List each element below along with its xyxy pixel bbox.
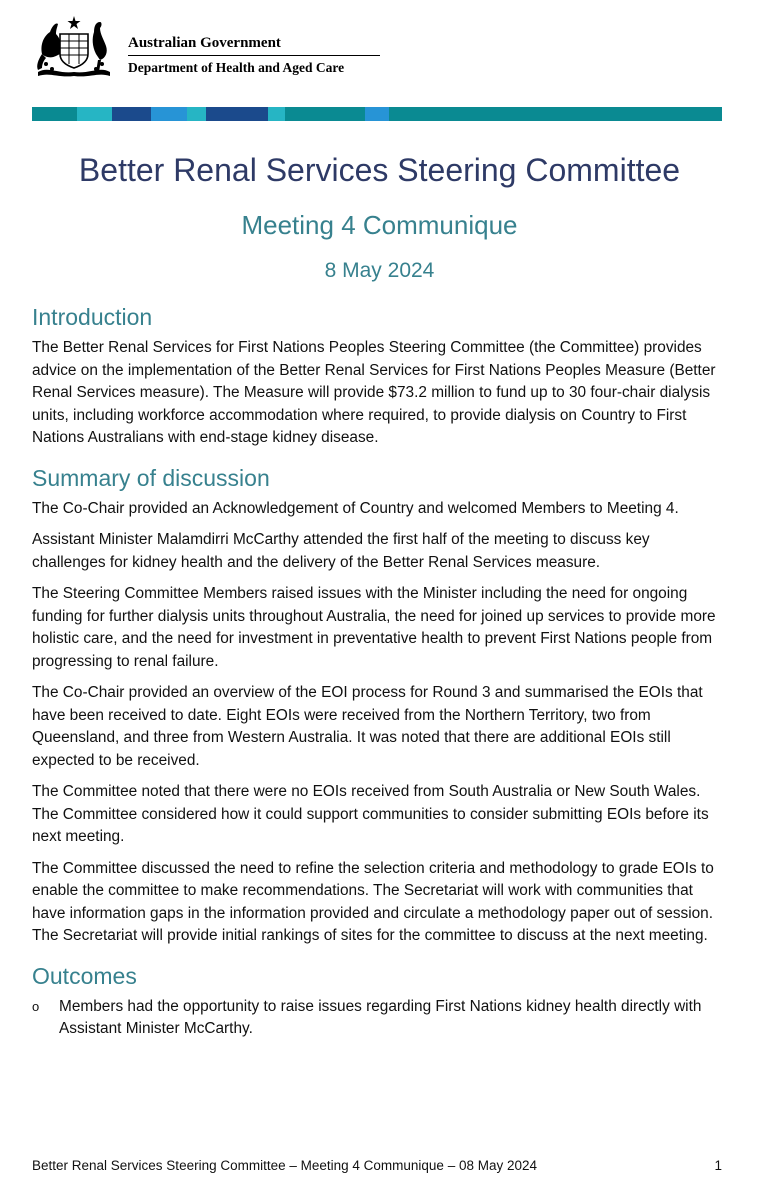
department-name: Department of Health and Aged Care [128,60,345,75]
page-subtitle: Meeting 4 Communique [241,210,518,240]
introduction-section [32,301,727,450]
stripe-segment [112,107,151,121]
stripe-segment [206,107,268,121]
government-name: Australian Government [128,35,281,51]
paragraph: The Co-Chair provided an Acknowledgement of Country and welcomed Members to Meeting 4. [32,499,679,517]
stripe-segment [268,107,285,121]
paragraph: The Co-Chair provided an overview of the EOI process for Round 3 and summarised the EOIs that have been received to date. Eight EOIs were received from the Northern Territory, two from Queensland, and three from Western Australia. It was noted that there are additional EOIs still expected to be received. [32,684,703,769]
outcomes-section [32,960,727,1041]
summary-section [32,462,727,948]
paragraph: The Better Renal Services for First Nations Peoples Steering Committee (the Committee) provides advice on the implementation of the Better Renal Services for First Nations Peoples Measure (Better Renal Services measure). The Measure will provide $73.2 million to fund up to 30 four-chair dialysis units, including workforce accommodation where required, to provide dialysis on Country to First Nations Australians with end-stage kidney disease. [32,339,716,446]
stripe-segment [365,107,389,121]
decorative-stripe [32,107,722,121]
document-body [32,301,727,1041]
meeting-date: 8 May 2024 [324,259,435,282]
section-heading: Outcomes [32,962,137,989]
header [32,14,392,84]
page-number: 1 [714,1158,722,1173]
outcomes-list [32,996,727,1041]
stripe-segment [32,107,77,121]
bullet-icon: o [32,998,40,1014]
paragraph: The Steering Committee Members raised issues with the Minister including the need for ongoing funding for further dialysis units throughout Australia, the need for joined up services to provide more holistic care, and the need for investment in preventative health to prevent First Nations people from progressing to renal failure. [32,585,716,670]
section-heading: Summary of discussion [32,464,270,491]
branding-divider [128,55,380,56]
paragraph: Assistant Minister Malamdirri McCarthy attended the first half of the meeting to discuss key challenges for kidney health and the delivery of the Better Renal Services measure. [32,531,650,571]
list-item-text: Members had the opportunity to raise issues regarding First Nations kidney health directly with Assistant Minister McCarthy. [59,997,702,1037]
stripe-segment [389,107,722,121]
footer-text: Better Renal Services Steering Committee – Meeting 4 Communique – 08 May 2024 [32,1158,538,1173]
government-branding [128,34,383,76]
section-heading: Introduction [32,304,153,330]
page-title: Better Renal Services Steering Committee [78,152,681,188]
stripe-segment [285,107,365,121]
stripe-segment [187,107,206,121]
paragraph: The Committee noted that there were no EOIs received from South Australia or New South Wales. The Committee considered how it could support communities to consider submitting EOIs before its next meeting. [32,783,709,845]
page-footer [32,1157,722,1175]
paragraph: The Committee discussed the need to refine the selection criteria and methodology to grade EOIs to enable the committee to make recommendations. The Secretariat will work with communities that have information gaps in the information provided and circulate a methodology paper out of session. The Secretariat will provide initial rankings of sites for the committee to discuss at the next meeting. [32,859,714,944]
stripe-segment [77,107,112,121]
stripe-segment [151,107,187,121]
list-item [32,996,727,1041]
coat-of-arms-icon [32,14,116,80]
